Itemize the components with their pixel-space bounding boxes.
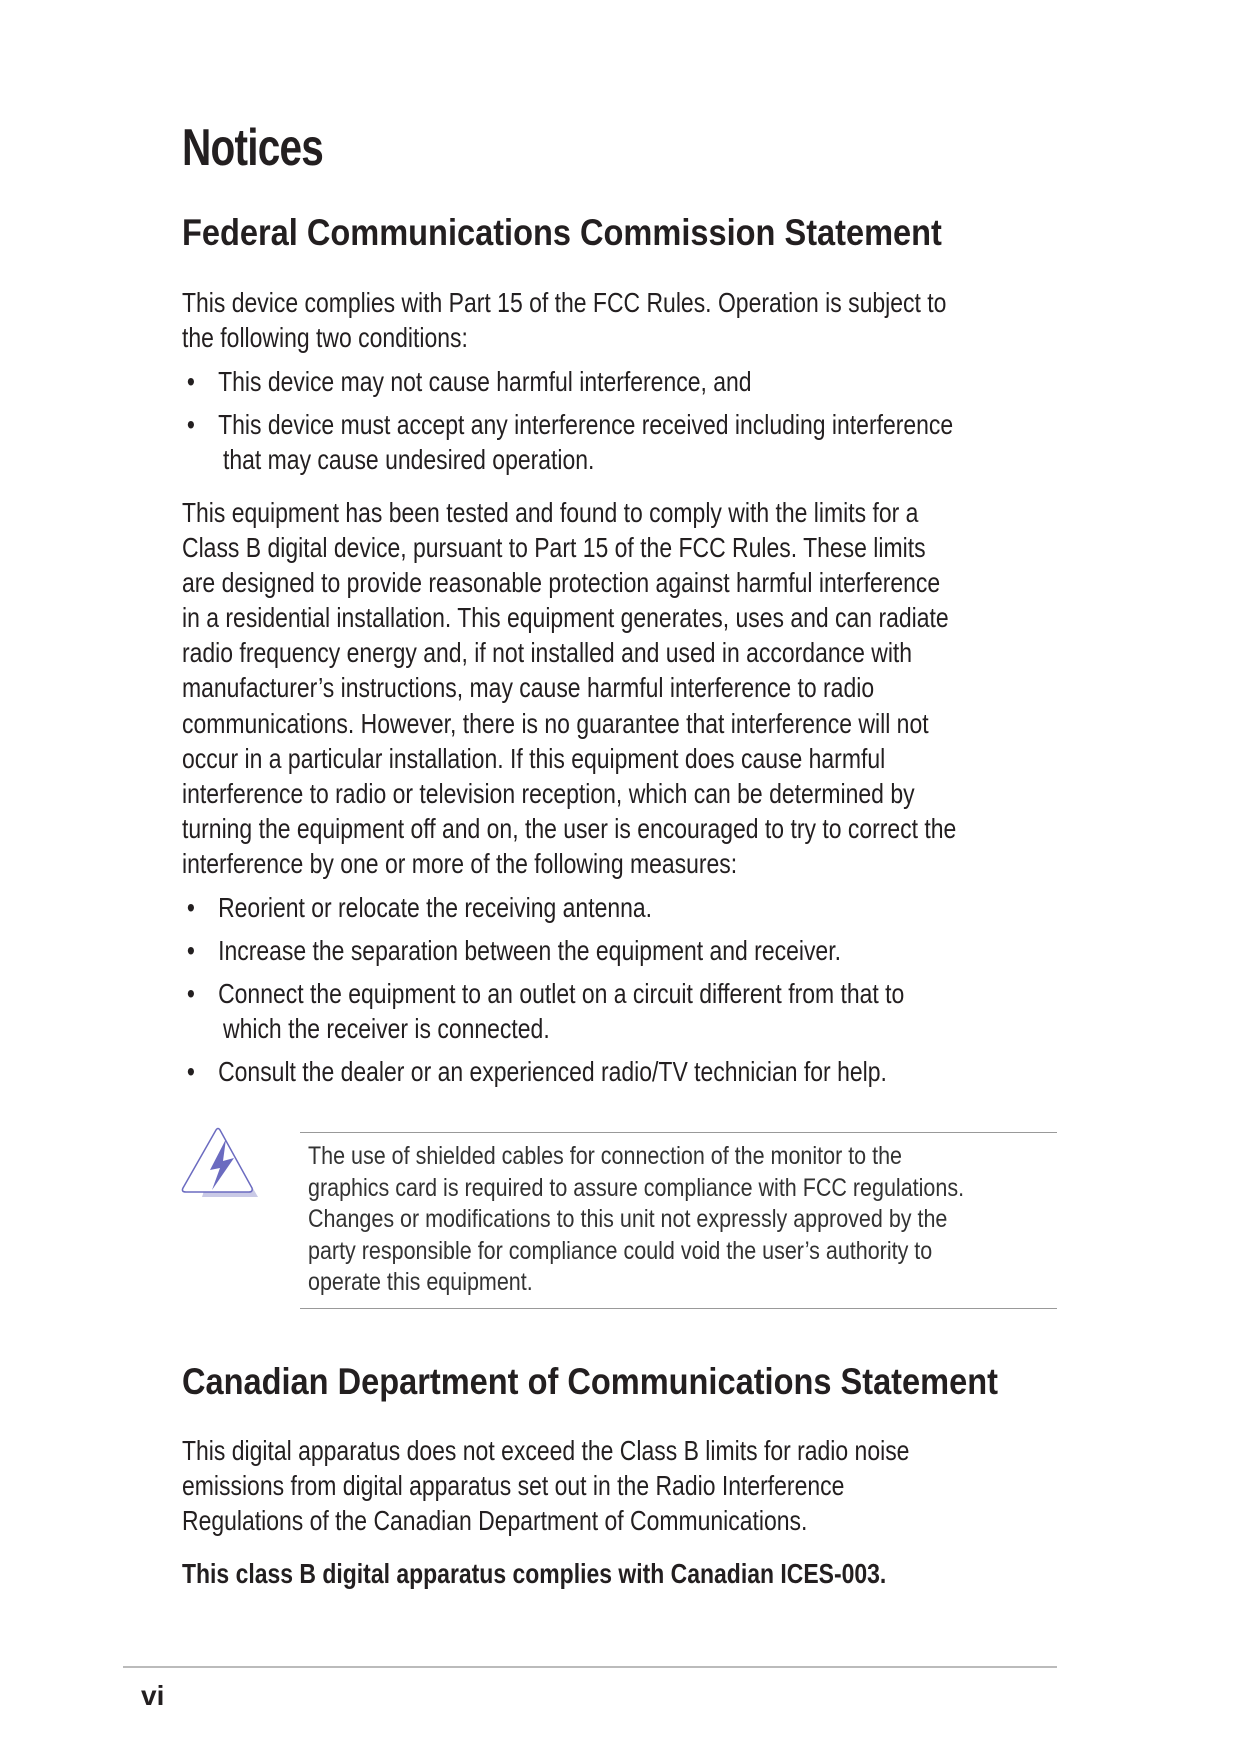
text-line: in a residential installation. This equipment generates, uses and can radiate xyxy=(182,602,949,634)
text-line: Connect the equipment to an outlet on a circuit different from that to xyxy=(218,978,905,1010)
bullet: • xyxy=(186,366,195,397)
text-line: turning the equipment off and on, the user is encouraged to try to correct the xyxy=(182,812,957,844)
note-top-rule xyxy=(300,1132,1057,1133)
footer-rule xyxy=(123,1666,1057,1668)
fcc-paragraph xyxy=(182,495,956,881)
text-line: interference to radio or television reception, which can be determined by xyxy=(182,777,915,809)
bullet: • xyxy=(186,978,195,1010)
canada-compliance-statement: This class B digital apparatus complies with Canadian ICES-003. xyxy=(182,1558,887,1589)
bullet: • xyxy=(186,935,195,967)
list-item xyxy=(182,364,953,399)
fcc-measures-list xyxy=(182,890,904,1089)
list-item xyxy=(182,407,953,477)
text-line: that may cause undesired operation. xyxy=(223,444,595,476)
text-line: the following two conditions: xyxy=(182,322,468,354)
note-text xyxy=(308,1141,964,1299)
list-item xyxy=(182,933,904,968)
text-line: Class B digital device, pursuant to Part 15 of the FCC Rules. These limits xyxy=(182,532,926,564)
text-line: The use of shielded cables for connection of the monitor to the xyxy=(308,1142,903,1170)
canada-heading: Canadian Department of Communications Statement xyxy=(182,1361,998,1402)
text-line: radio frequency energy and, if not installed and used in accordance with xyxy=(182,637,913,669)
bullet: • xyxy=(186,892,195,923)
text-line: This device must accept any interference received including interference xyxy=(218,409,954,441)
list-item xyxy=(182,890,904,925)
page-number: vi xyxy=(141,1680,165,1711)
text-line: communications. However, there is no guarantee that interference will not xyxy=(182,707,929,739)
text-line: This equipment has been tested and found to comply with the limits for a xyxy=(182,497,919,528)
text-line: Consult the dealer or an experienced radio/TV technician for help. xyxy=(218,1056,887,1088)
warning-lightning-icon xyxy=(180,1126,260,1202)
canada-paragraph xyxy=(182,1433,909,1538)
text-line: Regulations of the Canadian Department of Communications. xyxy=(182,1505,808,1537)
text-line: occur in a particular installation. If this equipment does cause harmful xyxy=(182,742,886,774)
fcc-conditions-list xyxy=(182,364,953,477)
bullet: • xyxy=(186,409,195,441)
text-line: This device complies with Part 15 of the FCC Rules. Operation is subject to xyxy=(182,287,947,318)
bullet: • xyxy=(186,1056,195,1088)
text-line: operate this equipment. xyxy=(308,1268,533,1297)
text-line: This device may not cause harmful interference, and xyxy=(218,366,752,397)
page-title: Notices xyxy=(182,119,324,177)
fcc-intro xyxy=(182,285,946,355)
text-line: interference by one or more of the following measures: xyxy=(182,847,738,879)
fcc-heading: Federal Communications Commission Statement xyxy=(182,212,942,253)
note-bottom-rule xyxy=(300,1308,1057,1309)
text-line: Increase the separation between the equipment and receiver. xyxy=(218,935,841,967)
text-line: graphics card is required to assure compliance with FCC regulations. xyxy=(308,1173,965,1202)
text-line: Reorient or relocate the receiving antenna. xyxy=(218,892,653,923)
list-item xyxy=(182,976,904,1046)
text-line: which the receiver is connected. xyxy=(223,1013,550,1045)
text-line: manufacturer’s instructions, may cause harmful interference to radio xyxy=(182,672,875,704)
list-item xyxy=(182,1054,904,1089)
text-line: party responsible for compliance could void the user’s authority to xyxy=(308,1236,933,1265)
text-line: This digital apparatus does not exceed the Class B limits for radio noise xyxy=(182,1435,910,1466)
text-line: are designed to provide reasonable protection against harmful interference xyxy=(182,567,941,599)
text-line: Changes or modifications to this unit not expressly approved by the xyxy=(308,1205,948,1234)
text-line: emissions from digital apparatus set out in the Radio Interference xyxy=(182,1470,845,1502)
